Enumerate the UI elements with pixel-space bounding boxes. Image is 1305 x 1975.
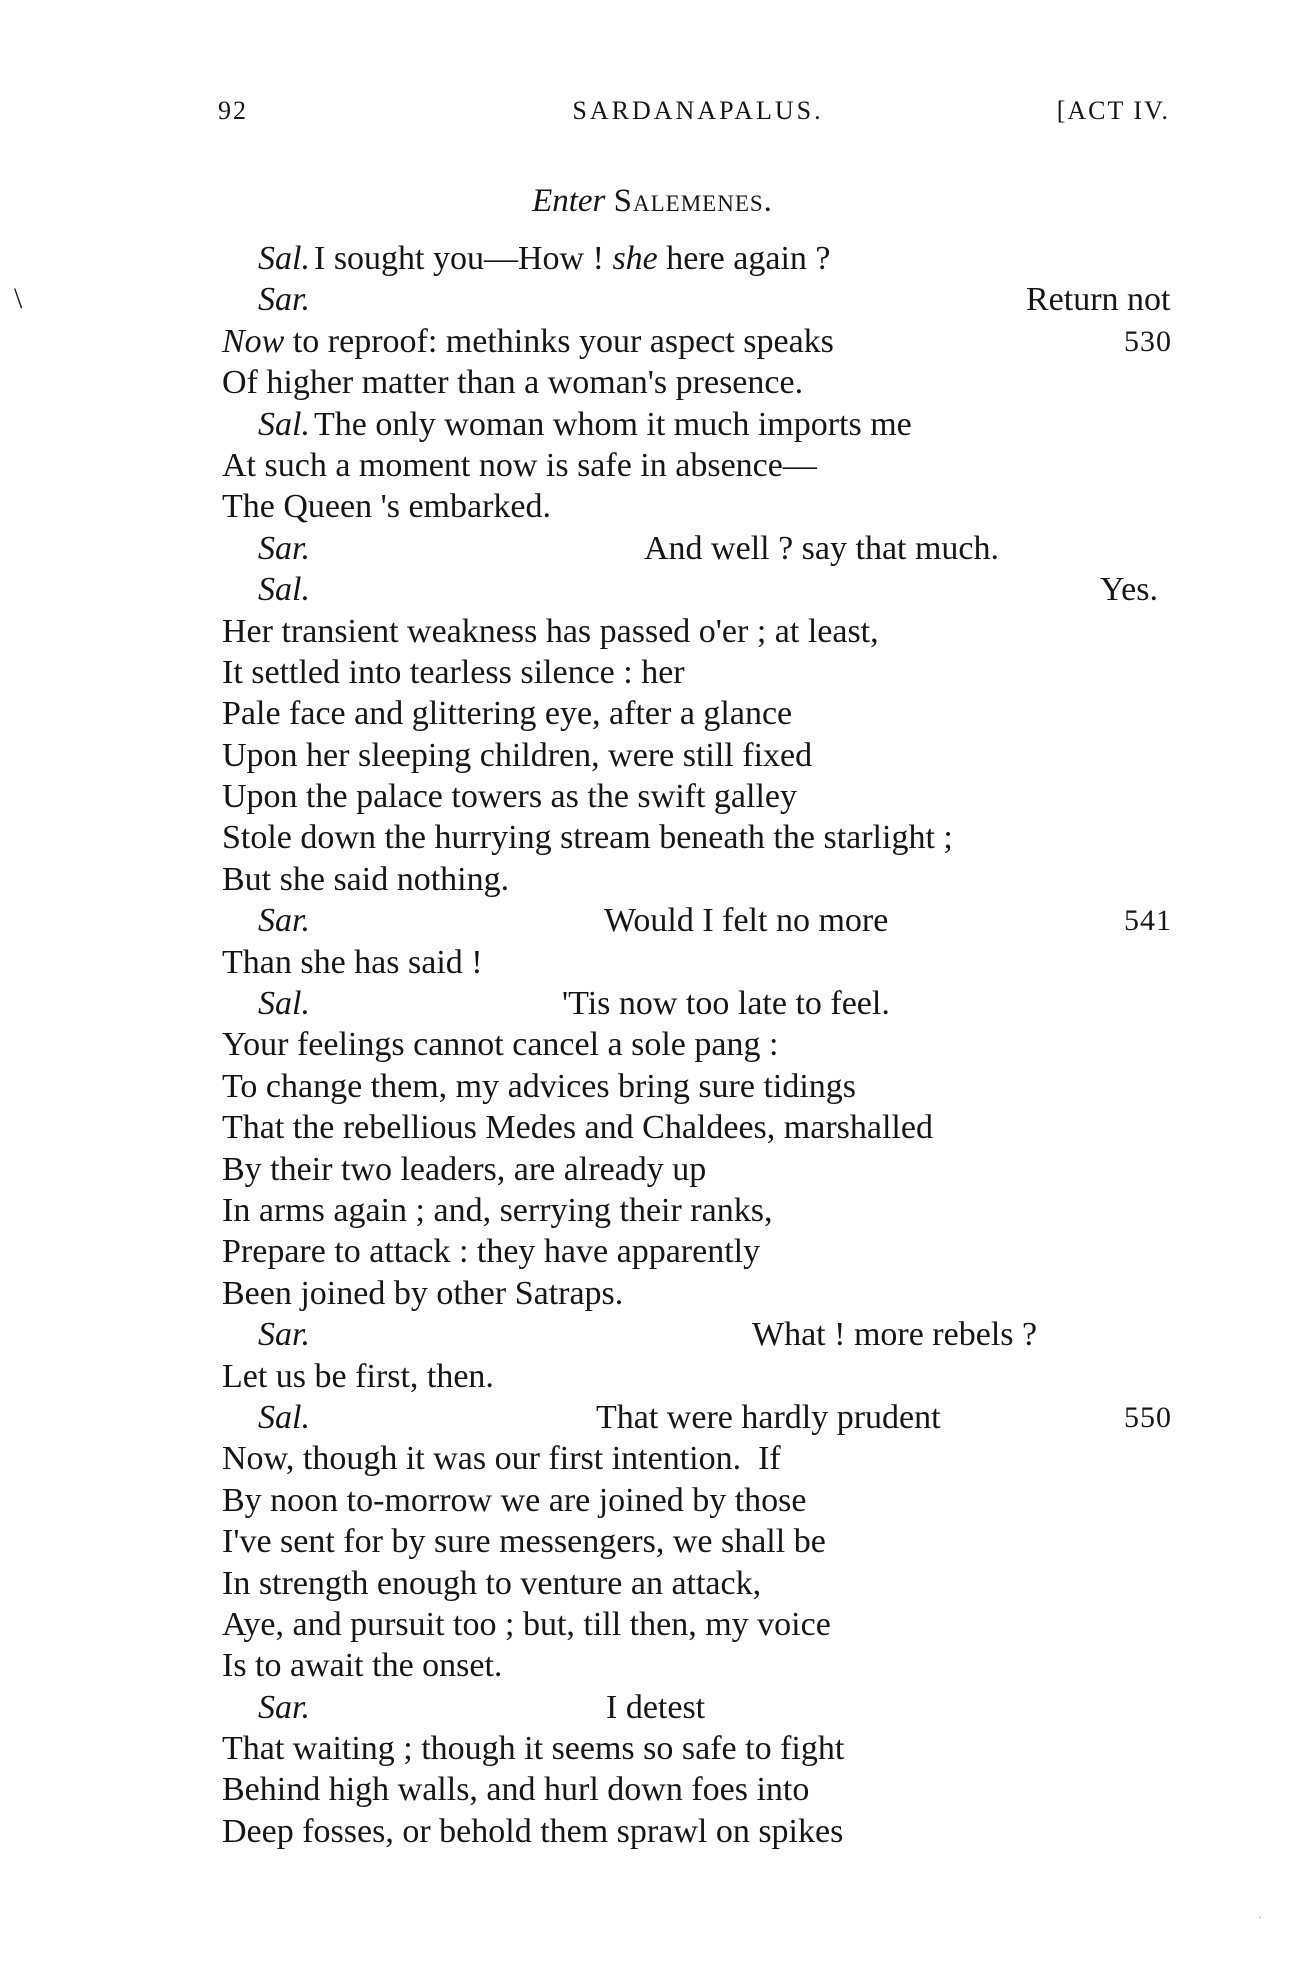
line-text: In arms again ; and, serrying their ranks,	[222, 1191, 773, 1229]
verse-line	[222, 1480, 1172, 1521]
line-text: Her transient weakness has passed o'er ; at least,	[222, 612, 879, 650]
line-text: Now, though it was our first intention. If	[222, 1440, 781, 1478]
verse-line	[222, 900, 1172, 941]
line-text: Behind high walls, and hurl down foes into	[222, 1771, 810, 1809]
verse-line	[222, 1107, 1172, 1148]
line-text: It settled into tearless silence : her	[222, 653, 685, 691]
speaker: Sar.	[258, 902, 310, 940]
verse-line	[222, 486, 1172, 527]
verse-line	[222, 1687, 1172, 1728]
verse-line	[222, 1521, 1172, 1562]
line-text: Let us be first, then.	[222, 1357, 494, 1395]
line-text: Yes.	[1100, 571, 1158, 609]
verse-line	[222, 1769, 1172, 1810]
line-text: Upon her sleeping children, were still fixed	[222, 736, 813, 774]
line-text: Than she has said !	[222, 943, 483, 981]
verse-line	[222, 1563, 1172, 1604]
line-text: Deep fosses, or behold them sprawl on spikes	[222, 1812, 844, 1850]
verse-line	[222, 776, 1172, 817]
verse-line	[222, 859, 1172, 900]
verse-line	[222, 1811, 1172, 1852]
verse-line	[222, 569, 1172, 610]
verse-line	[222, 1728, 1172, 1769]
line-text: Been joined by other Satraps.	[222, 1274, 624, 1312]
line-text: Aye, and pursuit too ; but, till then, my voice	[222, 1605, 831, 1643]
line-text: Is to await the onset.	[222, 1647, 503, 1685]
speaker: Sal.	[258, 405, 310, 443]
verse-line	[222, 983, 1172, 1024]
line-text: Upon the palace towers as the swift galley	[222, 778, 797, 816]
stage-direction	[0, 183, 1305, 220]
line-text: I've sent for by sure messengers, we shall be	[222, 1523, 826, 1561]
verse-block	[222, 238, 1172, 1852]
page-header	[218, 96, 1178, 136]
verse-line	[222, 735, 1172, 776]
speaker: Sal.	[258, 985, 310, 1023]
verse-line	[222, 279, 1172, 320]
verse-line	[222, 362, 1172, 403]
act-label: [ACT IV.	[1056, 96, 1170, 125]
verse-line	[222, 817, 1172, 858]
line-text: By noon to-morrow we are joined by those	[222, 1481, 807, 1519]
speaker: Sal.	[258, 240, 310, 277]
line-text: The Queen 's embarked.	[222, 488, 551, 526]
verse-line	[222, 1190, 1172, 1231]
verse-line	[222, 1066, 1172, 1107]
line-text: To change them, my advices bring sure tidings	[222, 1067, 857, 1105]
line-text: I sought you—How ! she here again ?	[314, 240, 831, 277]
line-number: 550	[1124, 1400, 1172, 1434]
verse-line	[222, 1397, 1172, 1438]
line-text: By their two leaders, are already up	[222, 1150, 707, 1188]
line-text: At such a moment now is safe in absence—	[222, 446, 817, 484]
verse-line	[222, 321, 1172, 362]
verse-line	[222, 1604, 1172, 1645]
verse-line	[222, 1231, 1172, 1272]
line-text: The only woman whom it much imports me	[314, 405, 912, 443]
verse-line	[222, 1438, 1172, 1479]
line-text: Now to reproof: methinks your aspect speaks	[222, 322, 834, 360]
scan-speck: ·	[1258, 1910, 1262, 1924]
line-text: In strength enough to venture an attack,	[222, 1564, 762, 1602]
verse-line	[222, 1314, 1172, 1355]
margin-mark: \	[14, 282, 23, 315]
verse-line	[222, 1024, 1172, 1065]
speaker: Sal.	[258, 571, 310, 609]
running-title: SARDANAPALUS.	[572, 96, 824, 125]
line-text: What ! more rebels ?	[752, 1316, 1038, 1354]
line-number: 541	[1124, 904, 1172, 938]
verse-line	[222, 1356, 1172, 1397]
line-text: Pale face and glittering eye, after a glance	[222, 695, 793, 733]
verse-line	[222, 528, 1172, 569]
verse-line	[222, 1645, 1172, 1686]
line-text: And well ? say that much.	[644, 529, 1000, 567]
line-text: Of higher matter than a woman's presence.	[222, 364, 804, 402]
speaker: Sar.	[258, 281, 310, 319]
line-text: But she said nothing.	[222, 860, 510, 898]
line-number: 530	[1124, 324, 1172, 358]
line-text: Return not	[1026, 281, 1171, 319]
verse-line	[222, 445, 1172, 486]
verse-line	[222, 652, 1172, 693]
line-text: That the rebellious Medes and Chaldees, marshalled	[222, 1109, 933, 1147]
verse-line	[222, 942, 1172, 983]
line-text: Your feelings cannot cancel a sole pang :	[222, 1026, 779, 1064]
line-text: Prepare to attack : they have apparently	[222, 1233, 761, 1271]
verse-line	[222, 1149, 1172, 1190]
line-text: That were hardly prudent	[596, 1398, 941, 1436]
verse-line	[222, 693, 1172, 734]
stage-direction-enter: Enter	[532, 183, 606, 219]
line-text: I detest	[606, 1688, 706, 1726]
stage-direction-character: Salemenes.	[613, 183, 773, 219]
verse-line	[222, 1273, 1172, 1314]
verse-line	[222, 404, 1172, 445]
speaker: Sar.	[258, 1316, 310, 1354]
speaker: Sal.	[258, 1398, 310, 1436]
line-text: 'Tis now too late to feel.	[562, 985, 890, 1023]
speaker: Sar.	[258, 1688, 310, 1726]
verse-line	[222, 238, 1172, 279]
page-number: 92	[218, 96, 248, 125]
line-text: That waiting ; though it seems so safe to fight	[222, 1730, 845, 1768]
speaker: Sar.	[258, 529, 310, 567]
line-text: Stole down the hurrying stream beneath the starlight ;	[222, 819, 953, 857]
line-text: Would I felt no more	[604, 902, 889, 940]
verse-line	[222, 611, 1172, 652]
